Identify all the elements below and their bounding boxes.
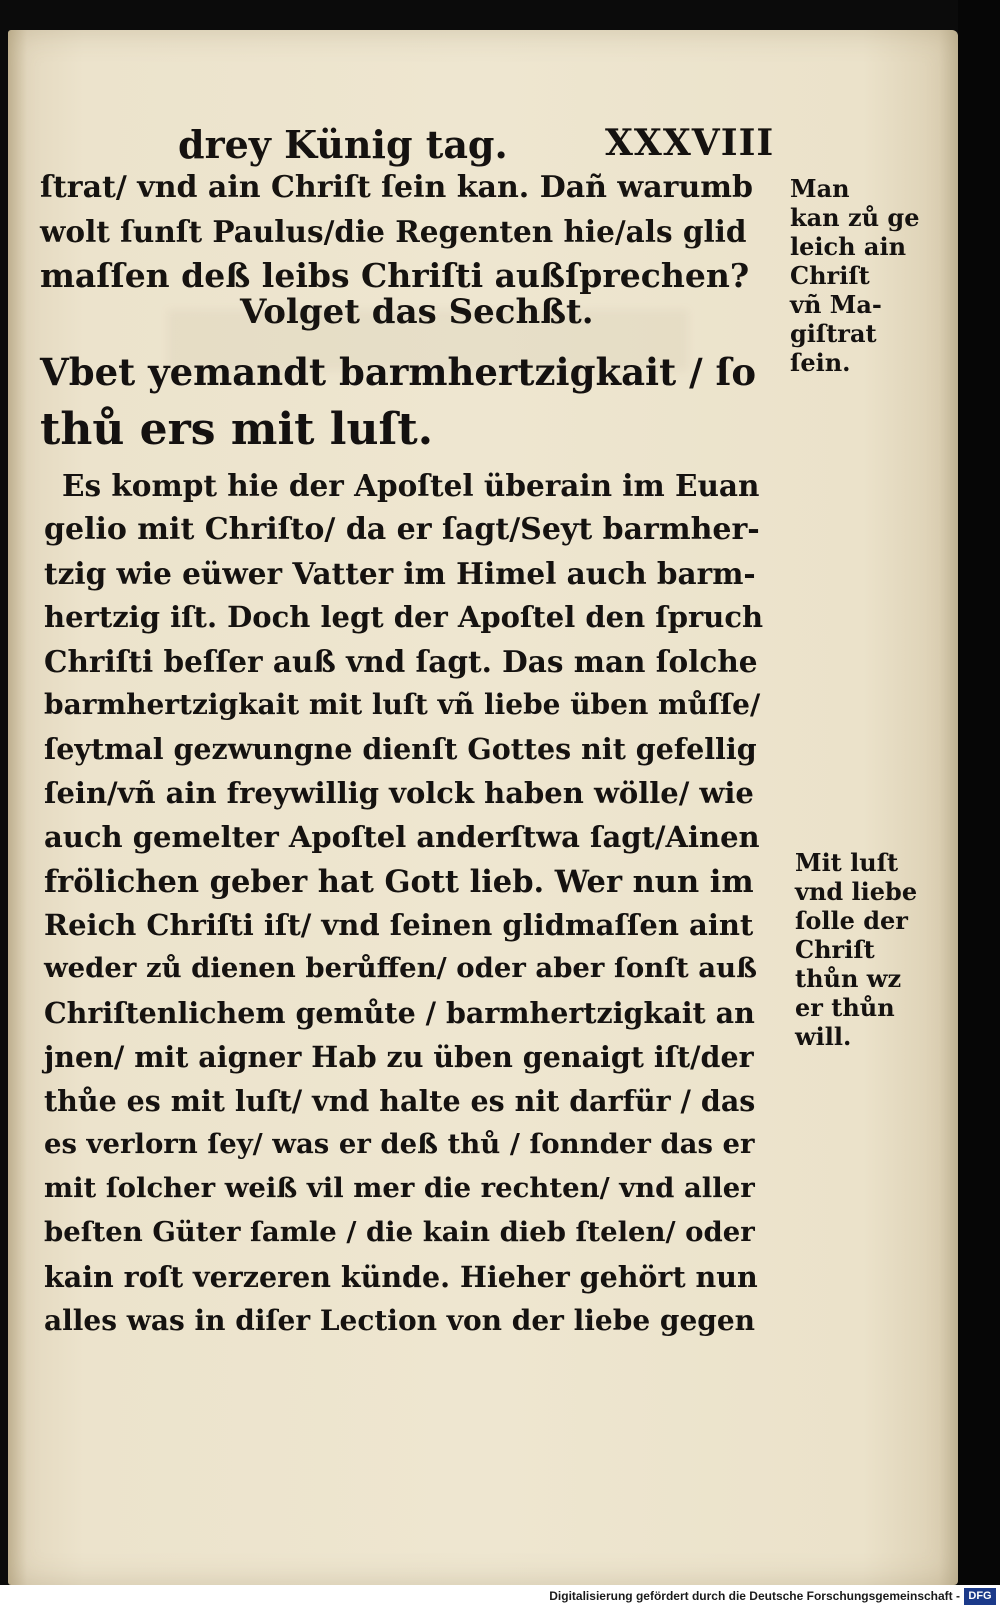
margin-note-2 — [795, 848, 917, 1051]
margin-note-line: leich ain — [790, 232, 907, 261]
body-line: thůe es mit luſt/ vnd halte es nit darfür / das — [44, 1084, 756, 1118]
body-line: barmhertzigkait mit luſt vñ liebe üben můſſe/ — [44, 688, 761, 721]
margin-note-line: Mit luſt — [795, 848, 899, 877]
folio-number: XXXVIII — [605, 122, 775, 164]
body-line: es verlorn ſey/ was er deß thů / ſonnder das er — [44, 1128, 755, 1160]
margin-note-line: vñ Ma- — [790, 290, 882, 319]
body-line: ſeytmal gezwungne dienſt Gottes nit gefellig — [44, 732, 757, 766]
body-line: mit ſolcher weiß vil mer die rechten/ vnd aller — [44, 1172, 755, 1204]
body-line: Es kompt hie der Apoſtel überain im Euan — [62, 468, 760, 503]
margin-note-line: Chriſt — [790, 261, 870, 290]
body-line: Chriſtenlichem gemůte / barmhertzigkait an — [44, 996, 755, 1030]
margin-note-line: Man — [790, 174, 850, 203]
margin-note-line: ſein. — [790, 348, 851, 377]
right-edge-shadow — [958, 0, 1000, 1585]
body-line: alles was in diſer Lection von der liebe gegen — [44, 1304, 756, 1337]
margin-note-line: thůn wz — [795, 964, 902, 993]
body-line: ſein/vñ ain freywillig volck haben wölle/ wie — [44, 776, 754, 810]
body-line: beſten Güter ſamle / die kain dieb ſtelen/ oder — [44, 1216, 755, 1248]
section-subheading: Volget das Sechßt. — [240, 292, 594, 332]
text-line: wolt ſunſt Paulus/die Regenten hie/als glid — [40, 214, 747, 249]
body-line: gelio mit Chriſto/ da er ſagt/Seyt barmher- — [44, 512, 760, 547]
body-line: frölichen geber hat Gott lieb. Wer nun im — [44, 864, 754, 900]
body-line: jnen/ mit aigner Hab zu üben genaigt iſt/der — [44, 1040, 754, 1074]
margin-note-line: er thůn — [795, 993, 895, 1022]
section-heading-line: Vbet yemandt barmhertzigkait / ſo — [40, 350, 757, 394]
margin-note-line: vnd liebe — [795, 877, 918, 906]
margin-note-line: ſolle der — [795, 906, 908, 935]
running-title: drey Künig tag. — [178, 122, 508, 167]
margin-note-line: giſtrat — [790, 319, 877, 348]
margin-note-line: Chriſt — [795, 935, 875, 964]
text-line: maſſen deß leibs Chriſti außſprechen? — [40, 256, 750, 295]
body-line: kain roſt verzeren künde. Hieher gehört nun — [44, 1260, 758, 1294]
body-line: tzig wie eüwer Vatter im Himel auch barm- — [44, 556, 756, 591]
body-line: Reich Chriſti iſt/ vnd ſeinen glidmaſſen aint — [44, 908, 754, 942]
footer-bar — [0, 1585, 1000, 1611]
body-line: auch gemelter Apoſtel anderſtwa ſagt/Ainen — [44, 820, 760, 854]
body-line: hertzig iſt. Doch legt der Apoſtel den ſpruch — [44, 600, 764, 634]
margin-note-line: will. — [795, 1022, 852, 1051]
dfg-logo: DFG — [964, 1588, 996, 1605]
margin-note-1 — [790, 174, 919, 377]
text-line: ſtrat/ vnd ain Chriſt ſein kan. Dañ warumb — [40, 170, 753, 205]
digitization-credit: Digitalisierung gefördert durch die Deutsche Forschungsgemeinschaft - — [549, 1589, 960, 1603]
margin-note-line: kan zů ge — [790, 203, 920, 232]
body-line: Chriſti beſſer auß vnd ſagt. Das man ſolche — [44, 644, 758, 679]
body-line: weder zů dienen berůffen/ oder aber ſonſt auß — [44, 952, 757, 984]
section-heading-line: thů ers mit luſt. — [40, 404, 434, 455]
